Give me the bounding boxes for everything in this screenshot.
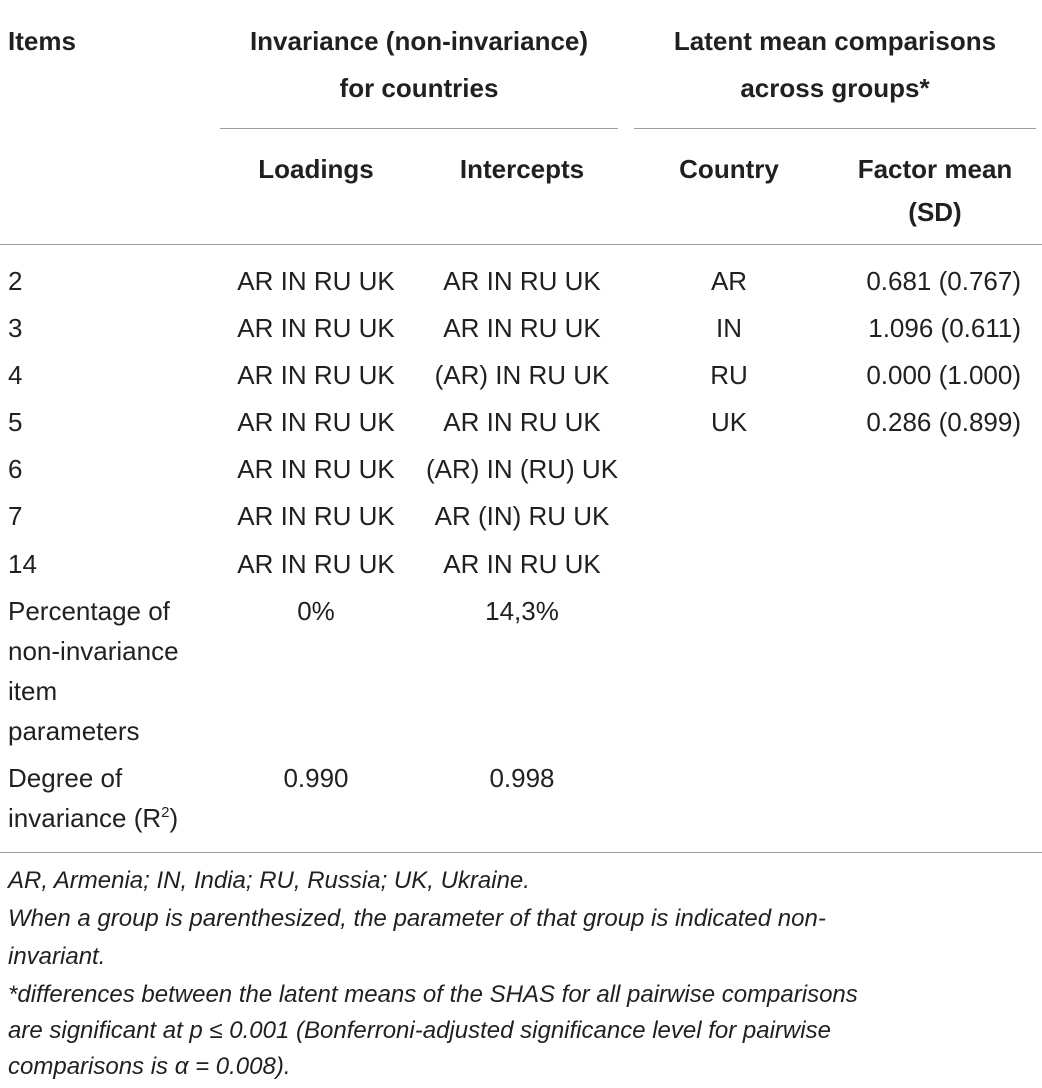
- intercepts-cell: AR IN RU UK: [443, 549, 601, 579]
- header-invariance-line2: for countries: [339, 73, 499, 103]
- item-cell: 3: [8, 313, 23, 343]
- header-intercepts: Intercepts: [459, 154, 585, 184]
- item-cell: 2: [8, 266, 23, 296]
- degree-label-line1: Degree of: [8, 763, 123, 793]
- loadings-cell: AR IN RU UK: [237, 501, 395, 531]
- header-factor-mean-line2: (SD): [908, 197, 962, 227]
- loadings-cell: AR IN RU UK: [237, 454, 395, 484]
- item-cell: 5: [8, 407, 23, 437]
- degree-loadings: 0.990: [283, 763, 349, 793]
- factor-mean-cell: 0.286 (0.899): [866, 407, 1021, 437]
- invariance-group-rule: [220, 128, 618, 129]
- item-cell: 14: [8, 549, 37, 579]
- percentage-label-line4: parameters: [8, 716, 140, 746]
- loadings-cell: AR IN RU UK: [237, 313, 395, 343]
- latent-group-rule: [634, 128, 1036, 129]
- note-significance-line3: comparisons is α = 0.008).: [8, 1053, 291, 1080]
- item-cell: 7: [8, 501, 23, 531]
- factor-mean-cell: 0.000 (1.000): [866, 360, 1021, 390]
- factor-mean-cell: 0.681 (0.767): [866, 266, 1021, 296]
- percentage-label-line2: non-invariance: [8, 636, 179, 666]
- degree-label-line2: invariance $(R^2)$: [8, 803, 179, 833]
- country-cell: AR: [710, 266, 748, 296]
- item-cell: 4: [8, 360, 23, 390]
- note-significance-line2: are significant at p ≤ 0.001 (Bonferroni-adjusted significance level for pairwise: [8, 1017, 831, 1044]
- header-invariance-line1: Invariance (non-invariance): [249, 26, 589, 56]
- header-country: Country: [679, 154, 779, 184]
- header-items: Items: [8, 26, 76, 56]
- loadings-cell: AR IN RU UK: [237, 266, 395, 296]
- intercepts-cell: AR (IN) RU UK: [434, 501, 610, 531]
- country-cell: IN: [716, 313, 742, 343]
- header-latent-line1: Latent mean comparisons: [673, 26, 997, 56]
- header-latent-line2: across groups*: [740, 73, 930, 103]
- percentage-intercepts: 14,3%: [485, 596, 559, 626]
- country-cell: UK: [710, 407, 748, 437]
- table-bottom-rule: [0, 852, 1042, 853]
- percentage-label-line1: Percentage of: [8, 596, 170, 626]
- header-loadings: Loadings: [258, 154, 374, 184]
- degree-intercepts: 0.998: [489, 763, 555, 793]
- loadings-cell: AR IN RU UK: [237, 549, 395, 579]
- note-parenthesized-line2: invariant.: [8, 943, 106, 970]
- loadings-cell: AR IN RU UK: [237, 360, 395, 390]
- intercepts-cell: (AR) IN RU UK: [434, 360, 610, 390]
- intercepts-cell: AR IN RU UK: [443, 266, 601, 296]
- note-abbreviations: AR, Armenia; IN, India; RU, Russia; UK, Ukraine.: [8, 867, 530, 894]
- intercepts-cell: AR IN RU UK: [443, 407, 601, 437]
- country-cell: RU: [710, 360, 748, 390]
- percentage-label-line3: item: [8, 676, 58, 706]
- factor-mean-cell: 1.096 (0.611): [868, 313, 1021, 343]
- header-factor-mean-line1: Factor mean: [857, 154, 1013, 184]
- item-cell: 6: [8, 454, 23, 484]
- percentage-loadings: 0%: [297, 596, 335, 626]
- intercepts-cell: (AR) IN (RU) UK: [425, 454, 619, 484]
- header-bottom-rule: [0, 244, 1042, 245]
- note-significance-line1: *differences between the latent means of the SHAS for all pairwise comparisons: [8, 981, 858, 1008]
- intercepts-cell: AR IN RU UK: [443, 313, 601, 343]
- loadings-cell: AR IN RU UK: [237, 407, 395, 437]
- note-parenthesized-line1: When a group is parenthesized, the parameter of that group is indicated non-: [8, 905, 826, 932]
